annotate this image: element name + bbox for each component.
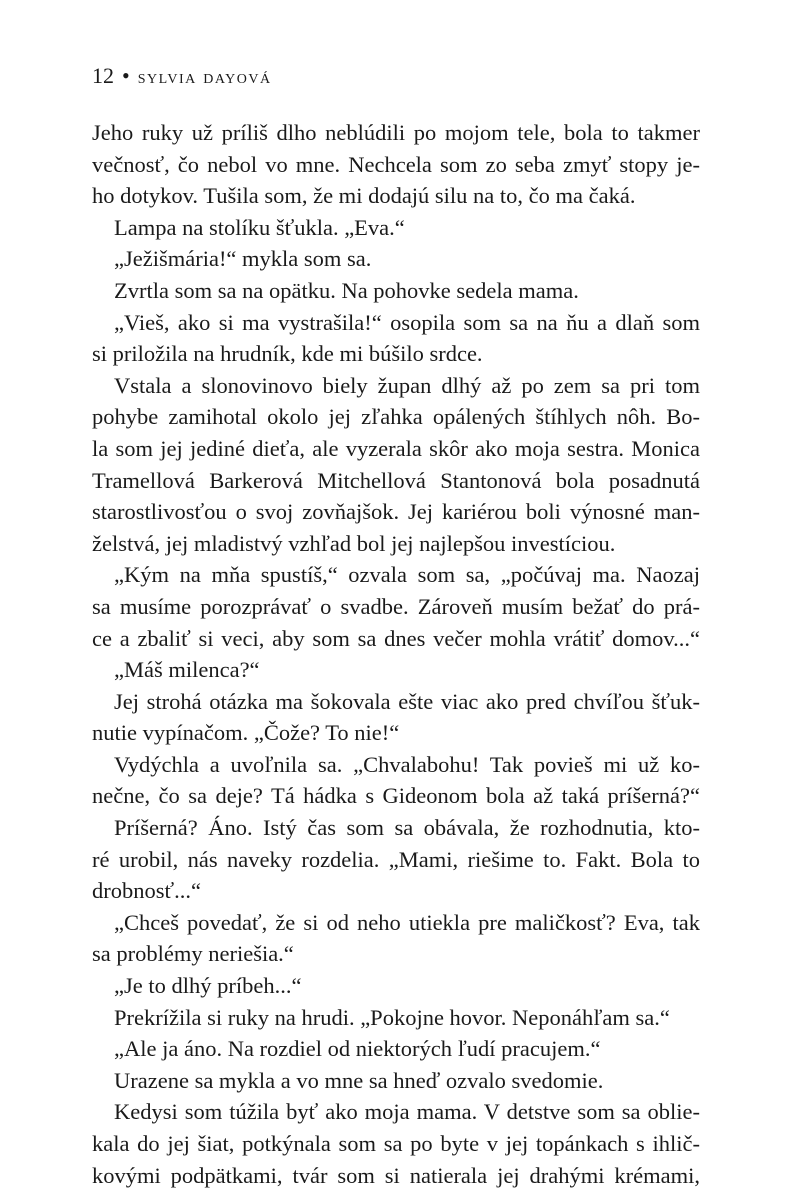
text-line: „Kým na mňa spustíš,“ ozvala som sa, „počúvaj ma. Naozaj (114, 562, 700, 588)
text-line: „Ale ja áno. Na rozdiel od niektorých ľudí pracujem.“ (114, 1036, 601, 1062)
text-line: Tramellová Barkerová Mitchellová Stantonová bola posadnutá (92, 467, 700, 493)
text-line: nečne, čo sa deje? Tá hádka s Gideonom bola až taká príšerná?“ (92, 783, 700, 809)
text-line: sa musíme porozprávať o svadbe. Zároveň musím bežať do prá- (92, 593, 700, 619)
header-separator: • (122, 63, 130, 88)
text-line: kovými podpätkami, tvár som si natierala jej drahými krémami, (92, 1162, 700, 1188)
text-line: nutie vypínačom. „Čože? To nie!“ (92, 720, 400, 746)
header-author: sylvia dayová (137, 66, 272, 88)
text-line: Jej strohá otázka ma šokovala ešte viac ako pred chvíľou šťuk- (114, 688, 700, 714)
text-line: „Ježišmária!“ mykla som sa. (114, 246, 372, 272)
text-line: starostlivosťou o svoj zovňajšok. Jej kariérou boli výnosné man- (92, 499, 700, 525)
text-line: „Je to dlhý príbeh...“ (114, 973, 302, 999)
text-line: Vydýchla a uvoľnila sa. „Chvalabohu! Tak povieš mi už ko- (114, 751, 700, 777)
text-line: Vstala a slonovinovo biely župan dlhý až po zem sa pri tom (114, 372, 700, 398)
text-line: sa problémy neriešia.“ (92, 941, 294, 967)
text-line: drobnosť...“ (92, 878, 201, 904)
page-number: 12 (92, 63, 114, 88)
text-line: Prekrížila si ruky na hrudi. „Pokojne hovor. Neponáhľam sa.“ (114, 1004, 670, 1030)
body-text (92, 117, 700, 1191)
text-line: „Vieš, ako si ma vystrašila!“ osopila som sa na ňu a dlaň som (114, 309, 700, 335)
text-line: pohybe zamihotal okolo jej zľahka opálených štíhlych nôh. Bo- (92, 404, 700, 430)
text-line: Lampa na stolíku šťukla. „Eva.“ (114, 214, 405, 240)
text-line: kala do jej šiat, potkýnala som sa po byte v jej topánkach s ihlič- (92, 1131, 700, 1156)
text-line: želstvá, jej mladistvý vzhľad bol jej najlepšou investíciou. (92, 530, 616, 556)
text-line: Urazene sa mykla a vo mne sa hneď ozvalo svedomie. (114, 1067, 604, 1093)
text-line: Príšerná? Áno. Istý čas som sa obávala, že rozhodnutia, kto- (114, 815, 700, 841)
running-header (92, 62, 272, 91)
text-line: si priložila na hrudník, kde mi búšilo srdce. (92, 341, 483, 367)
text-line: Zvrtla som sa na opätku. Na pohovke sedela mama. (114, 277, 579, 303)
text-line: Jeho ruky už príliš dlho neblúdili po mojom tele, bola to takmer (92, 120, 700, 145)
text-line: večnosť, čo nebol vo mne. Nechcela som zo seba zmyť stopy je- (92, 151, 700, 177)
text-line: ré urobil, nás naveky rozdelia. „Mami, riešime to. Fakt. Bola to (92, 846, 700, 872)
text-line: „Máš milenca?“ (114, 657, 260, 683)
text-line: ho dotykov. Tušila som, že mi dodajú silu na to, čo ma čaká. (92, 183, 636, 209)
text-line: „Chceš povedať, že si od neho utiekla pre maličkosť? Eva, tak (114, 909, 700, 935)
text-line: ce a zbaliť si veci, aby som sa dnes večer mohla vrátiť domov...“ (92, 625, 700, 651)
text-line: Kedysi som túžila byť ako moja mama. V detstve som sa oblie- (114, 1099, 700, 1125)
text-line: la som jej jediné dieťa, ale vyzerala skôr ako moja sestra. Monica (92, 435, 700, 461)
